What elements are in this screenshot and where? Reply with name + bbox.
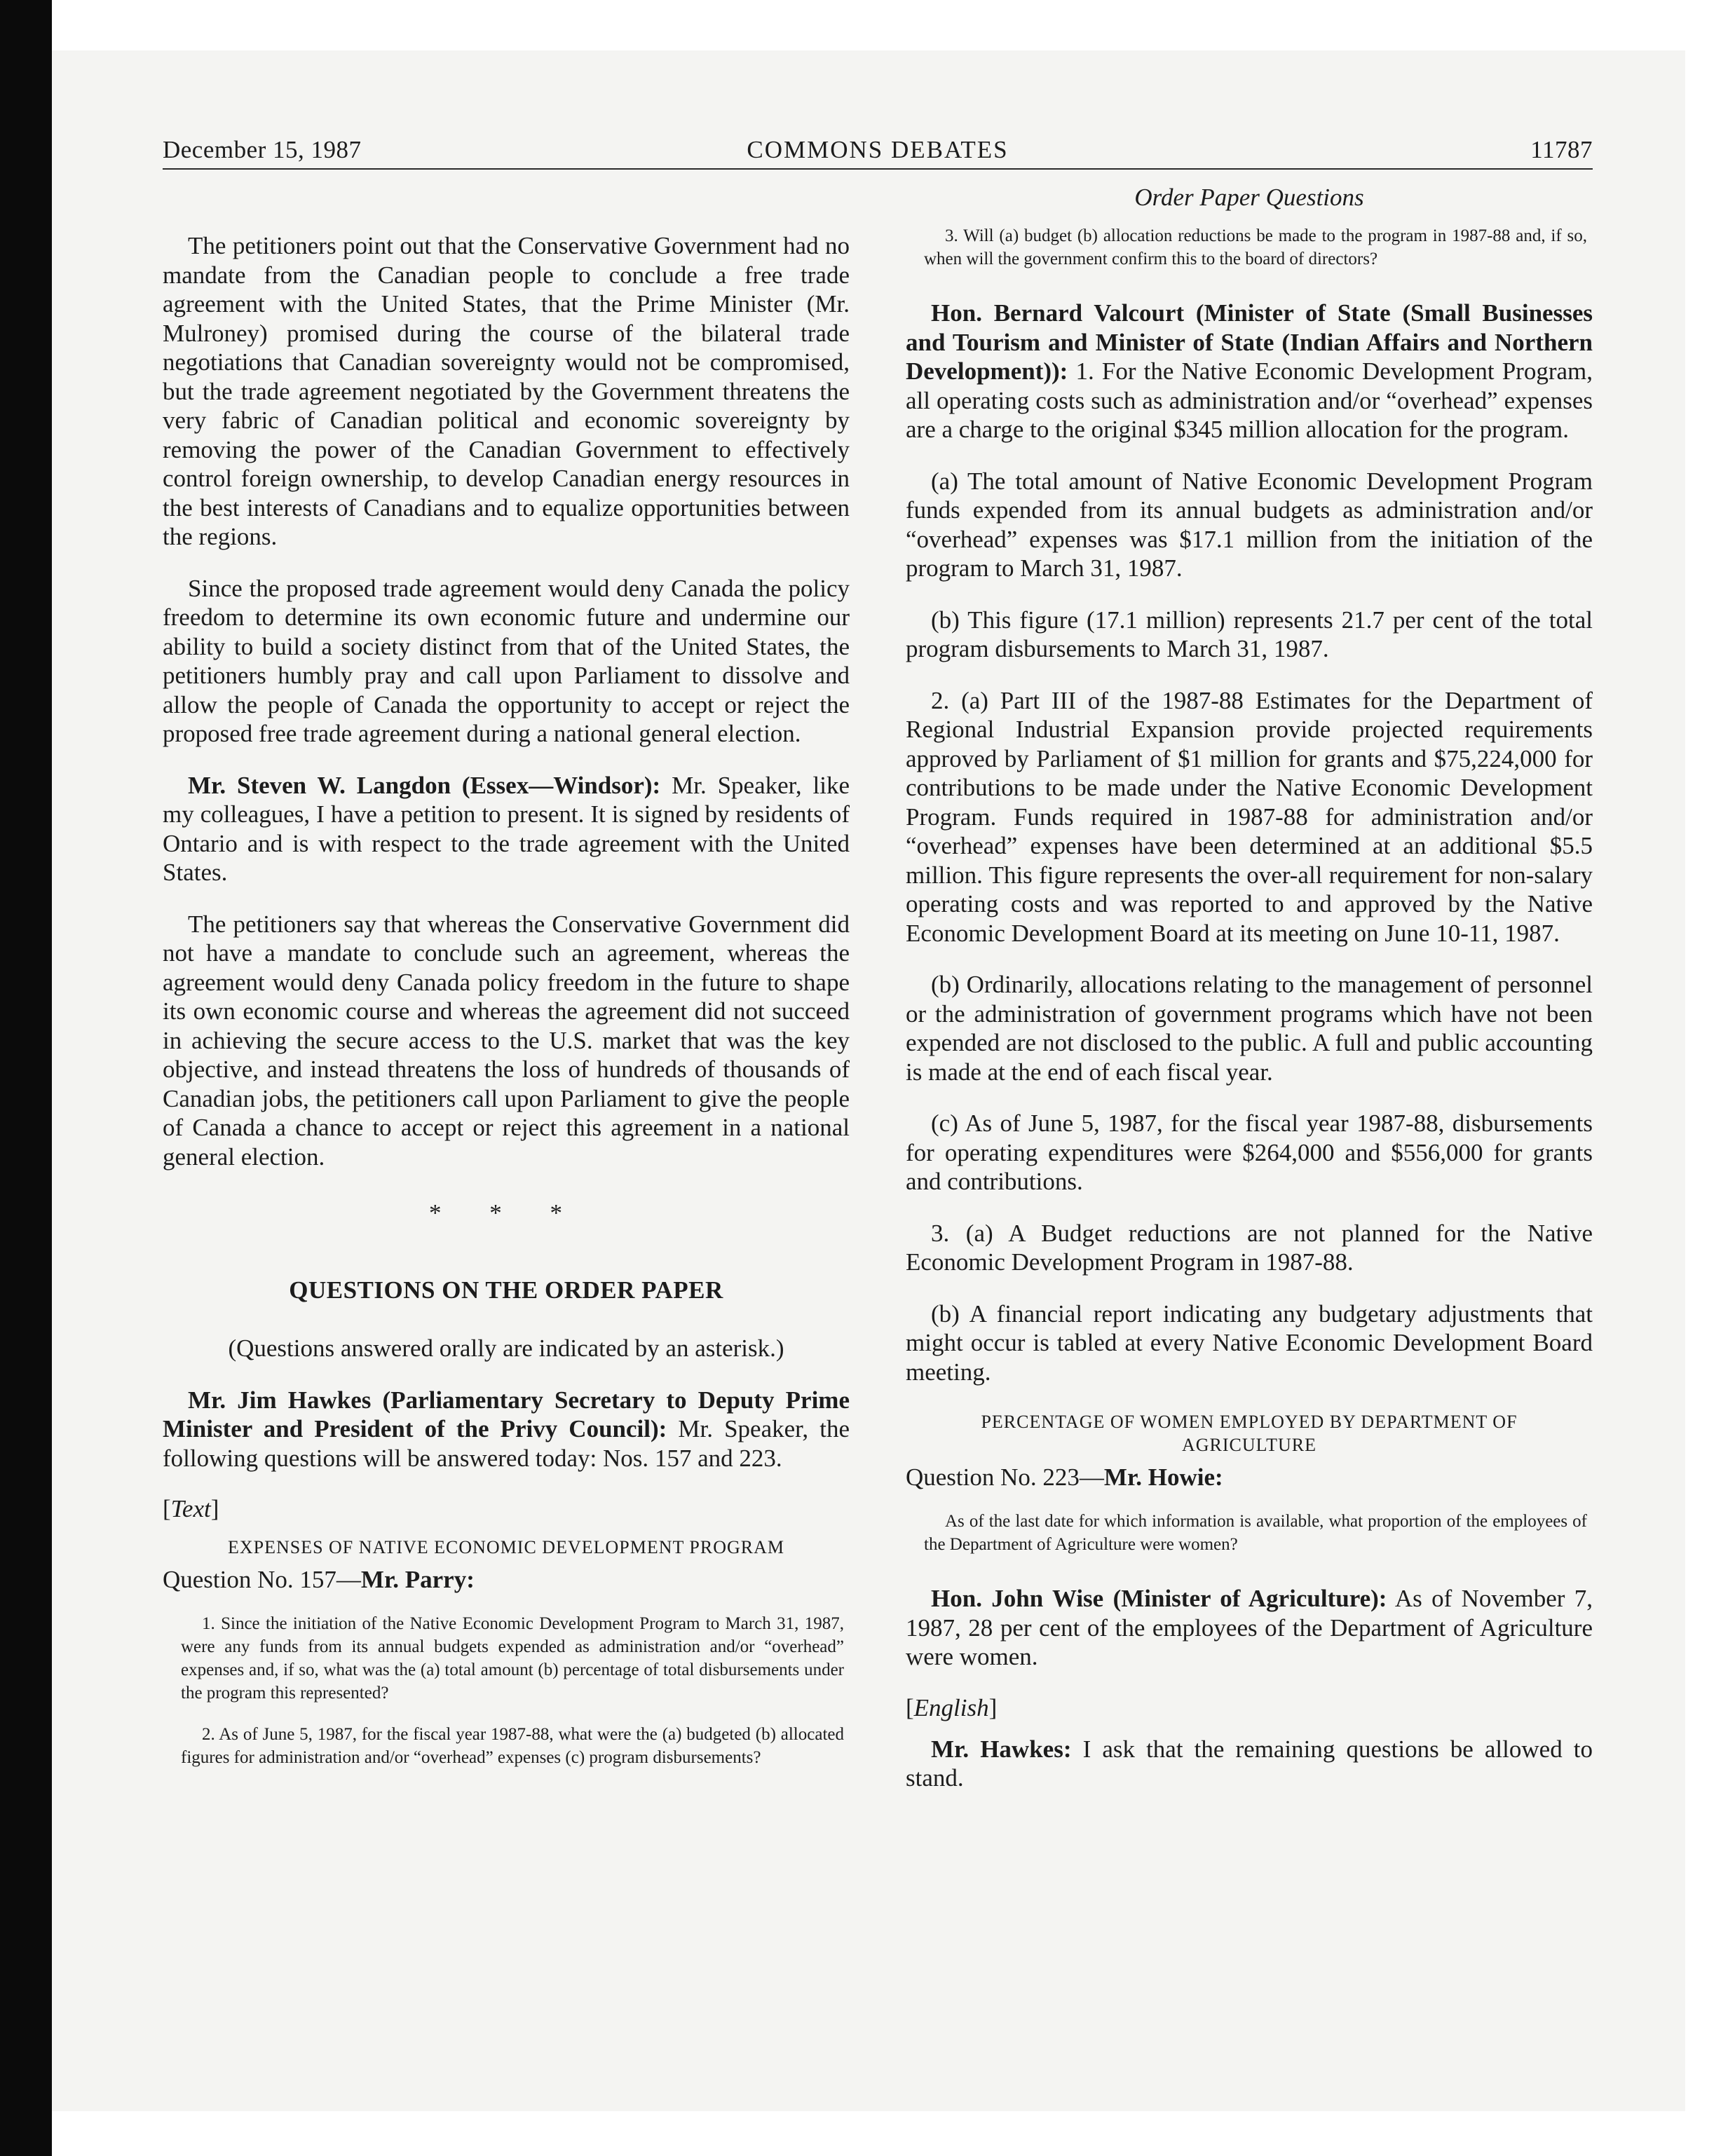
header-title: COMMONS DEBATES	[747, 136, 1009, 163]
speaker-name: Hon. John Wise (Minister of Agriculture):	[931, 1585, 1387, 1612]
header-date: December 15, 1987	[163, 136, 362, 163]
speech-text: I ask that the remaining questions be allowed to stand.	[906, 1735, 1593, 1792]
answer-2b: (b) Ordinarily, allocations relating to the management of personnel or the administration of government programs which have not been expended are not disclosed to the public. A full and public accounting is made at the end of each fiscal year.	[906, 971, 1593, 1086]
answer-2a: 2. (a) Part III of the 1987-88 Estimates for the Department of Regional Industrial Expansion provide projected requirements approved by Parliament of $1 million for grants and $75,224,000 for contributions to be made under the Native Economic Development Program. Funds required in 1987-88 for administration and/or “overhead” expenses have been determined at an additional $5.5 million. This figure represents the over-all requirement for non-salary operating costs and was reported to and approved by the Native Economic Development Board at its meeting on June 10-11, 1987.	[906, 686, 1593, 947]
valcourt-answer	[906, 299, 1593, 444]
hawkes-closing	[906, 1735, 1593, 1793]
section-heading: QUESTIONS ON THE ORDER PAPER	[289, 1276, 723, 1304]
hawkes-speech	[163, 1386, 850, 1473]
answer-3a: 3. (a) A Budget reductions are not planned for the Native Economic Development Program in 1987-88.	[906, 1219, 1593, 1276]
question-223-label: Question No. 223—Mr. Howie:	[906, 1464, 1223, 1491]
column-heading: Order Paper Questions	[1134, 184, 1364, 211]
header-page-number: 11787	[1530, 136, 1593, 163]
language-marker: [Text]	[163, 1495, 219, 1522]
question-157-item-3: 3. Will (a) budget (b) allocation reductions be made to the program in 1987-88 and, if so, when will the government confirm this to the board of directors?	[924, 226, 1587, 268]
speech-text: Mr. Speaker, the following questions will be answered today: Nos. 157 and 223.	[163, 1415, 850, 1472]
petition-paragraph-2: Since the proposed trade agreement would deny Canada the policy freedom to determine its own economic future and undermine our ability to build a society distinct from that of the United States, the petitioners humbly pray and call upon Parliament to dissolve and allow the people of Canada the opportunity to accept or reject the proposed free trade agreement during a national general election.	[163, 574, 850, 747]
scan-edge	[0, 0, 52, 2156]
question-157-heading: EXPENSES OF NATIVE ECONOMIC DEVELOPMENT PROGRAM	[227, 1537, 785, 1557]
petition-paragraph-1: The petitioners point out that the Conservative Government had no mandate from the Canadian people to conclude a free trade agreement with the United States, that the Prime Minister (Mr. Mulroney) promised during the course of the bilateral trade negotiations that Canadian sovereignty would not be compromised, but the trade agreement negotiated by the Government threatens the very fabric of Canadian political and economic sovereignty by removing the power of the Canadian Government to effectively control foreign ownership, to develop Canadian energy resources in the best interests of Canadians and to equalize opportunities between the regions.	[163, 232, 850, 550]
speaker-name: Mr. Jim Hawkes (Parliamentary Secretary to Deputy Prime Minister and President of the Privy Council):	[163, 1386, 850, 1442]
answer-2c: (c) As of June 5, 1987, for the fiscal year 1987-88, disbursements for operating expenditures were $264,000 and $556,000 for grants and contributions.	[906, 1110, 1593, 1195]
answer-1b: (b) This figure (17.1 million) represents 21.7 per cent of the total program disbursements to March 31, 1987.	[906, 606, 1593, 662]
petition-paragraph-3: The petitioners say that whereas the Conservative Government did not have a mandate to conclude such an agreement, whereas the agreement would deny Canada policy freedom in the future to shape its own economic course and whereas the agreement did not succeed in achieving the secure access to the U.S. market that was the key objective, and instead threatens the loss of hundreds of thousands of Canadian jobs, the petitioners call upon Parliament to give the people of Canada a chance to accept or reject this agreement in a national general election.	[163, 910, 850, 1171]
answer-text: 1. For the Native Economic Development Program, all operating costs such as administration and/or “overhead” expenses are a charge to the original $345 million allocation for the program.	[906, 357, 1593, 443]
question-157-item-2: 2. As of June 5, 1987, for the fiscal year 1987-88, what were the (a) budgeted (b) allocated figures for administration and/or “overhead” expenses (c) program disbursements?	[181, 1725, 844, 1767]
speaker-name: Mr. Hawkes:	[931, 1735, 1072, 1763]
speaker-name: Mr. Steven W. Langdon (Essex—Windsor):	[188, 771, 661, 799]
speech-text: Mr. Speaker, like my colleagues, I have a petition to present. It is signed by residents of Ontario and is with respect to the trade agreement with the United States.	[163, 771, 850, 886]
section-separator: * * *	[429, 1199, 583, 1227]
answer-text: As of November 7, 1987, 28 per cent of the employees of the Department of Agriculture were women.	[906, 1585, 1593, 1670]
question-157-label: Question No. 157—Mr. Parry:	[163, 1566, 475, 1593]
question-223-text: As of the last date for which information is available, what proportion of the employees of the Department of Agriculture were women?	[924, 1512, 1587, 1554]
right-column	[906, 184, 1593, 1815]
answer-1a: (a) The total amount of Native Economic Development Program funds expended from its annual budgets as administration and/or “overhead” expenses was $17.1 million from the initiation of the program to March 31, 1987.	[906, 467, 1593, 582]
question-223-heading: PERCENTAGE OF WOMEN EMPLOYED BY DEPARTMENT OF AGRICULTURE	[981, 1412, 1518, 1455]
answer-3b: (b) A financial report indicating any budgetary adjustments that might occur is tabled at every Native Economic Development Board meeting.	[906, 1299, 1593, 1386]
language-marker: [English]	[906, 1693, 998, 1721]
section-note: (Questions answered orally are indicated by an asterisk.)	[228, 1335, 784, 1362]
running-head	[163, 133, 1593, 170]
left-column	[163, 231, 850, 1787]
question-157-item-1: 1. Since the initiation of the Native Economic Development Program to March 31, 1987, were any funds from its annual budgets expended as administration and/or “overhead” expenses and, if so, what was the (a) total amount (b) percentage of total disbursements under the program this represented?	[181, 1614, 844, 1703]
hansard-page	[163, 133, 1593, 1913]
wise-answer	[906, 1584, 1593, 1672]
langdon-speech	[163, 771, 850, 887]
speaker-name: Hon. Bernard Valcourt (Minister of State (Small Businesses and Tourism and Minister of State (Indian Affairs and Northern Development)):	[906, 299, 1593, 385]
